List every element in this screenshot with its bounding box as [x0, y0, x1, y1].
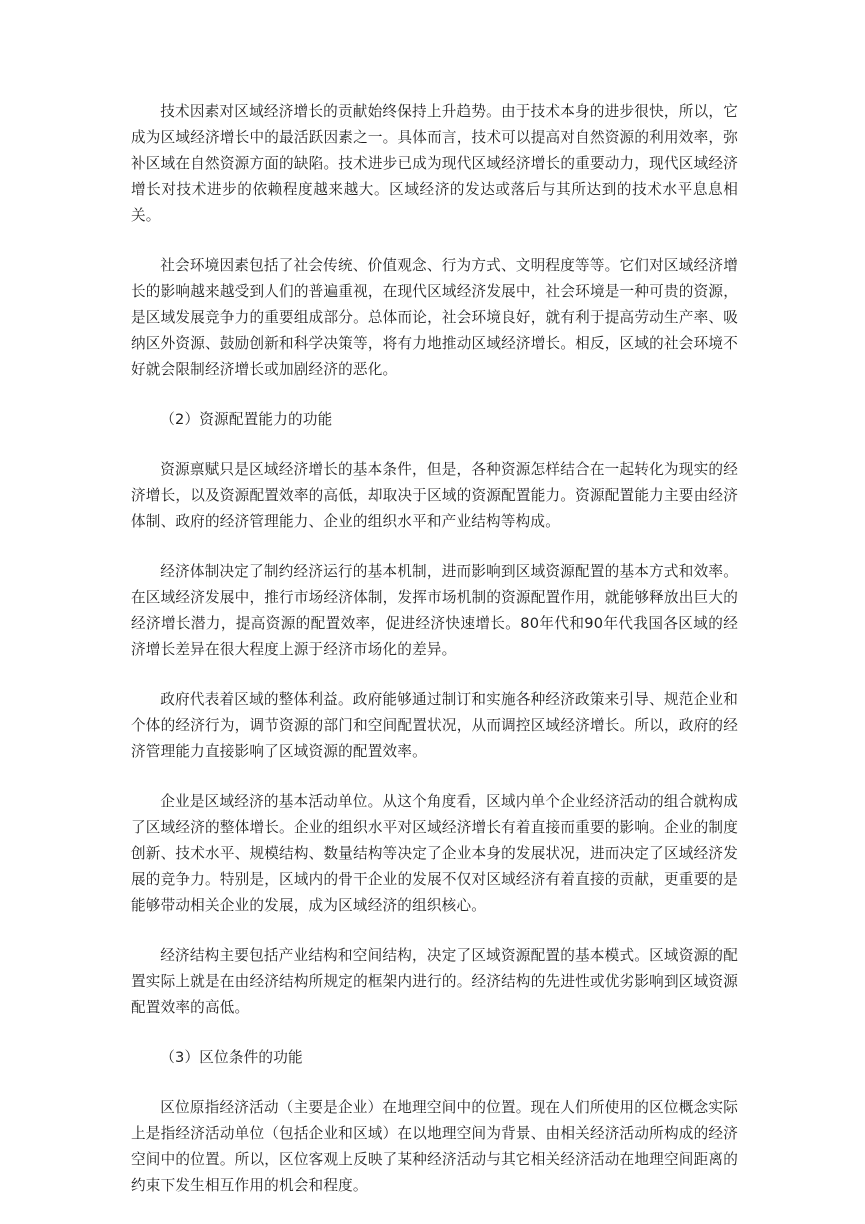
- paragraph-economic-structure: 经济结构主要包括产业结构和空间结构，决定了区域资源配置的基本模式。区域资源的配置实际上就是在由经济结构所规定的框架内进行的。经济结构的先进性或优劣影响到区域资源配置效率的高低。: [131, 947, 738, 1016]
- paragraph-social-environment: 社会环境因素包括了社会传统、价值观念、行为方式、文明程度等等。它们对区域经济增长的影响越来越受到人们的普遍重视，在现代区域经济发展中，社会环境是一种可贵的资源，是区域发展竞争力的重要组成部分。总体而论，社会环境良好，就有利于提高劳动生产率、吸纳区外资源、鼓励创新和科学决策等，将有力地推动区域经济增长。相反，区域的社会环境不好就会限制经济增长或加剧经济的恶化。: [131, 257, 738, 378]
- paragraph-economic-system: 经济体制决定了制约经济运行的基本机制，进而影响到区域资源配置的基本方式和效率。在区域经济发展中，推行市场经济体制，发挥市场机制的资源配置作用，就能够释放出巨大的经济增长潜力，提高资源的配置效率，促进经济快速增长。80年代和90年代我国各区域的经济增长差异在很大程度上源于经济市场化的差异。: [131, 563, 738, 658]
- paragraph-technology-factor: 技术因素对区域经济增长的贡献始终保持上升趋势。由于技术本身的进步很快，所以，它成为区域经济增长中的最活跃因素之一。具体而言，技术可以提高对自然资源的利用效率，弥补区域在自然资源方面的缺陷。技术进步已成为现代区域经济增长的重要动力，现代区域经济增长对技术进步的依赖程度越来越大。区域经济的发达或落后与其所达到的技术水平息息相关。: [131, 103, 738, 224]
- section-heading-resource-allocation: （2）资源配置能力的功能: [160, 411, 333, 428]
- paragraph-location-definition: 区位原指经济活动（主要是企业）在地理空间中的位置。现在人们所使用的区位概念实际上是指经济活动单位（包括企业和区域）在以地理空间为背景、由相关经济活动所构成的经济空间中的位置。所以，区位客观上反映了某种经济活动与其它相关经济活动在地理空间距离的约束下发生相互作用的机会和程度。: [131, 1099, 738, 1194]
- paragraph-resource-endowment: 资源禀赋只是区域经济增长的基本条件，但是，各种资源怎样结合在一起转化为现实的经济增长，以及资源配置效率的高低，却取决于区域的资源配置能力。资源配置能力主要由经济体制、政府的经济管理能力、企业的组织水平和产业结构等构成。: [131, 461, 738, 530]
- paragraph-enterprise: 企业是区域经济的基本活动单位。从这个角度看，区域内单个企业经济活动的组合就构成了区域经济的整体增长。企业的组织水平对区域经济增长有着直接而重要的影响。企业的制度创新、技术水平、规模结构、数量结构等决定了企业本身的发展状况，进而决定了区域经济发展的竞争力。特别是，区域内的骨干企业的发展不仅对区域经济有着直接的贡献，更重要的是能够带动相关企业的发展，成为区域经济的组织核心。: [131, 793, 738, 914]
- paragraph-government: 政府代表着区域的整体利益。政府能够通过制订和实施各种经济政策来引导、规范企业和个体的经济行为，调节资源的部门和空间配置状况，从而调控区域经济增长。所以，政府的经济管理能力直接影响了区域资源的配置效率。: [131, 691, 738, 760]
- section-heading-location: （3）区位条件的功能: [160, 1049, 303, 1066]
- document-page: [131, 99, 738, 1223]
